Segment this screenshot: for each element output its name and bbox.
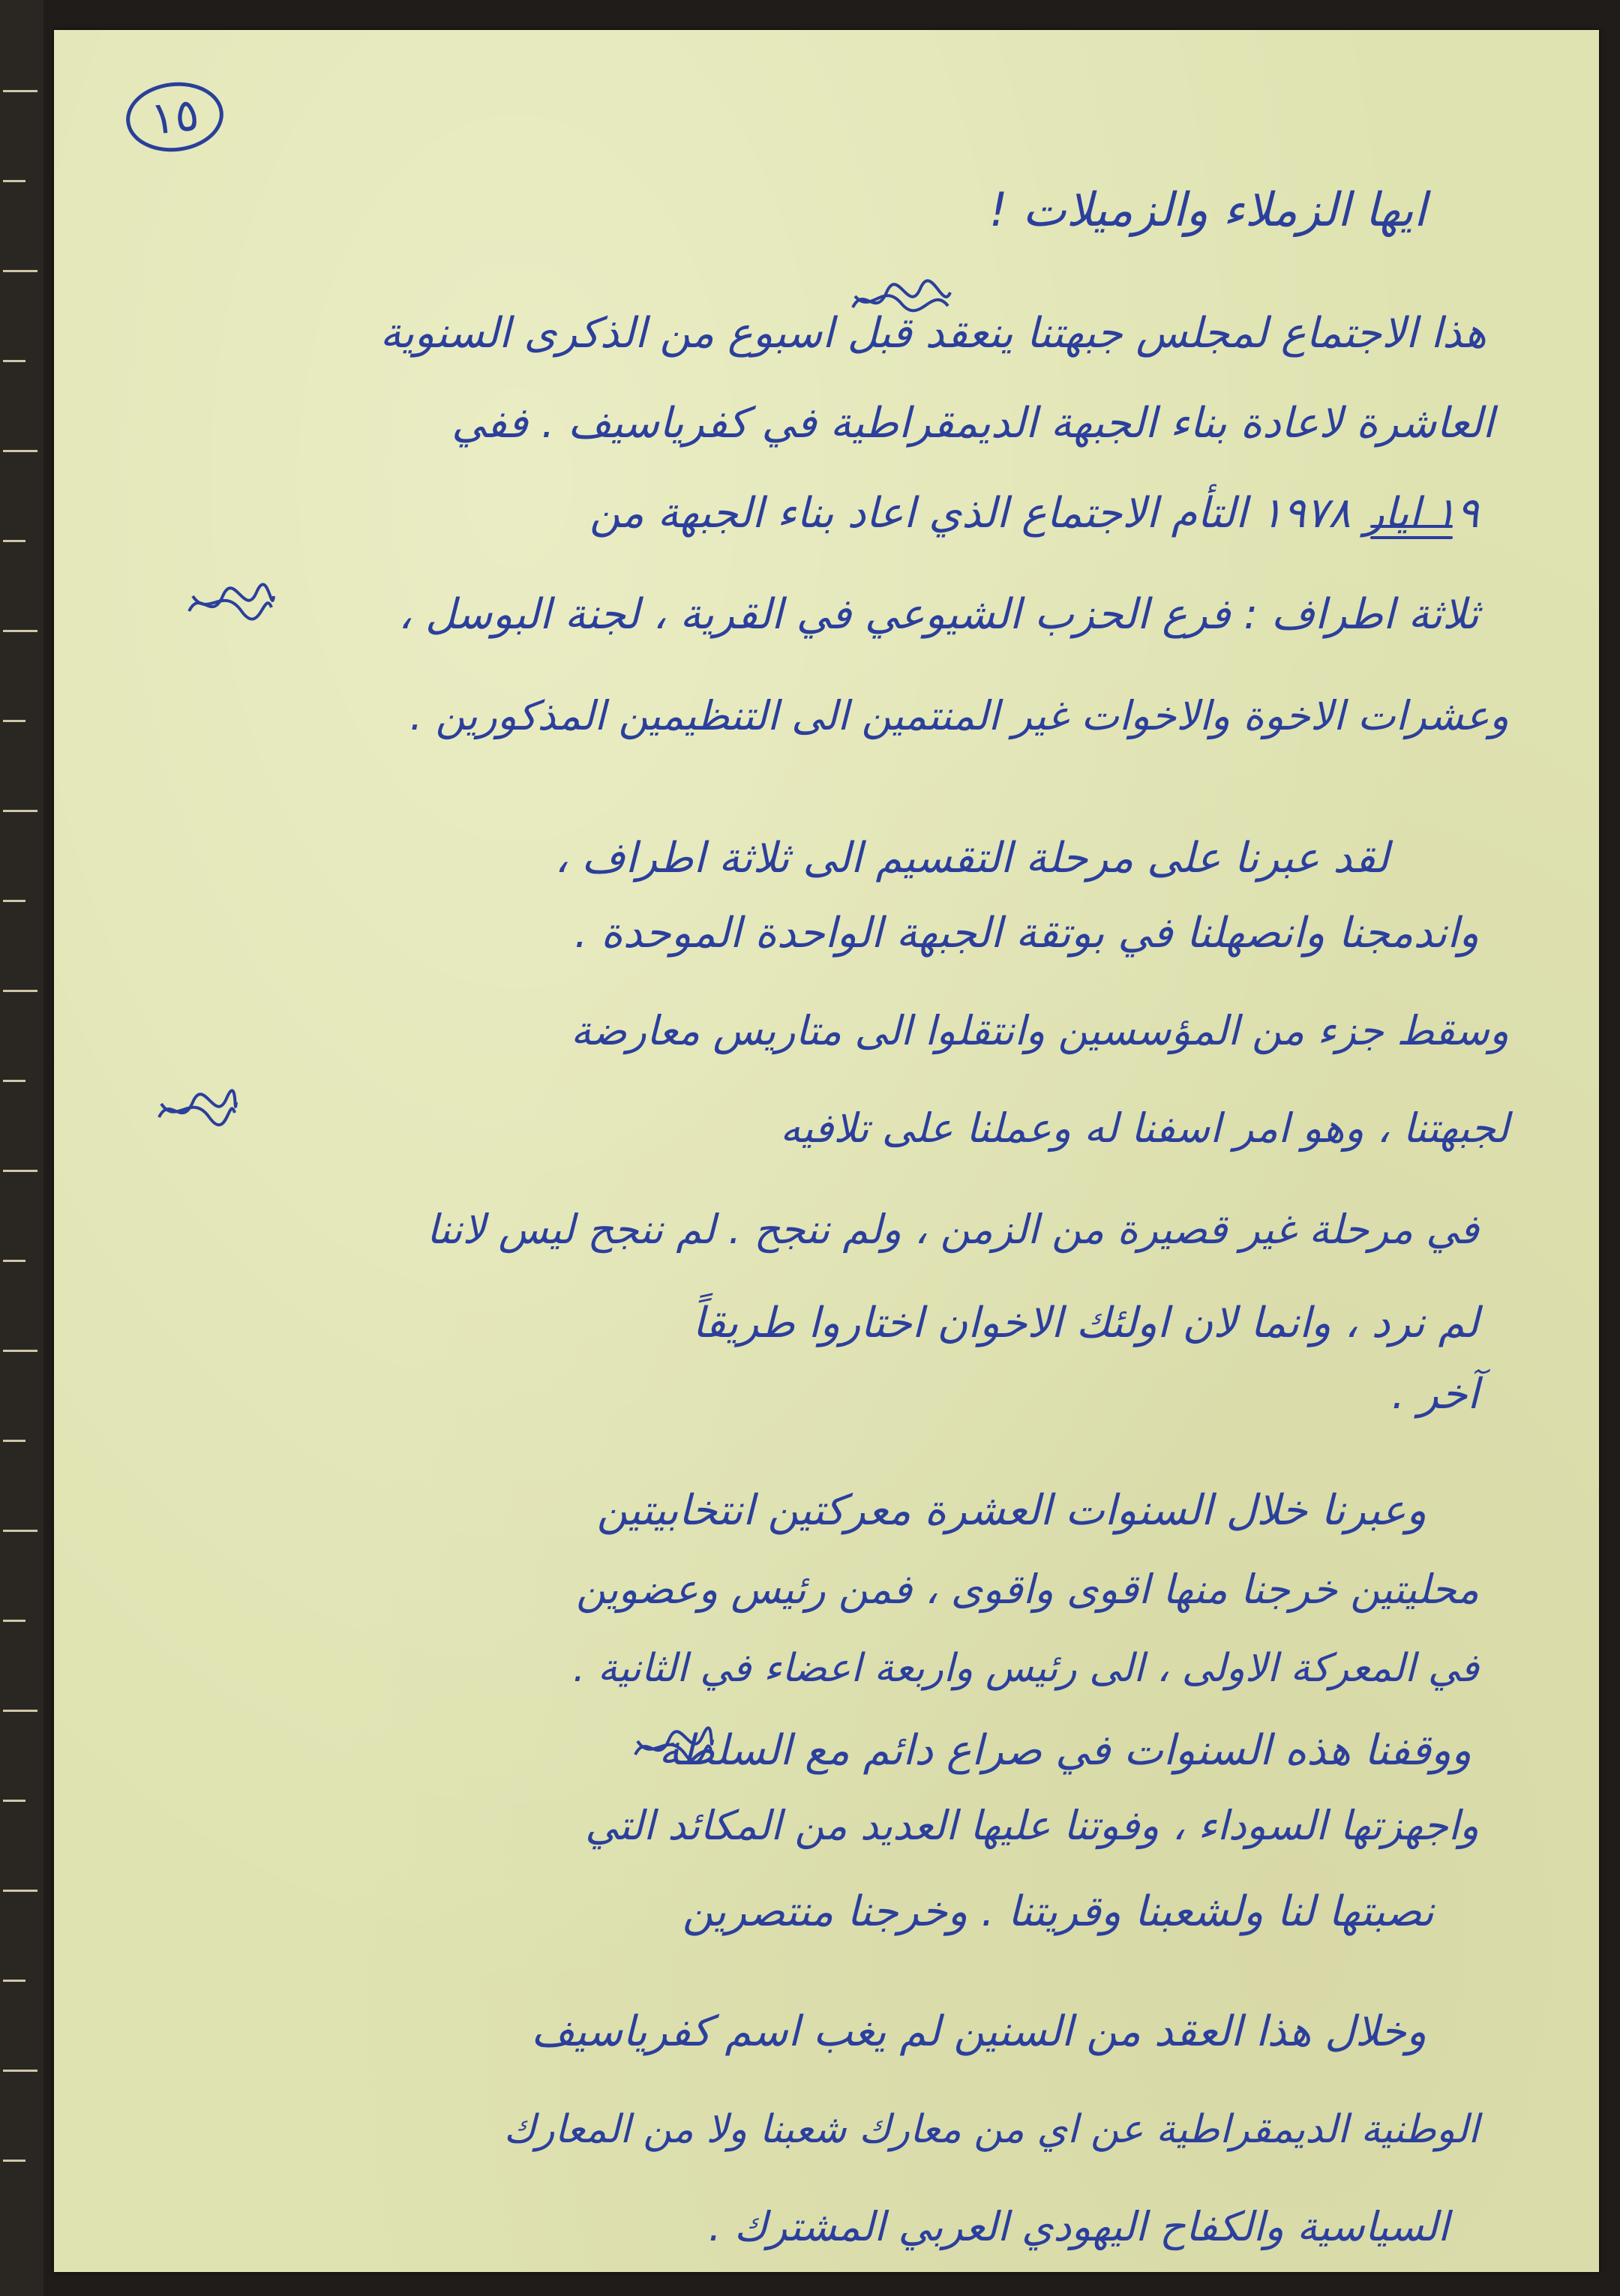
page-number-circle: ١٥ (123, 77, 227, 156)
crossed-out-word (185, 581, 275, 626)
text-line: وعشرات الاخوة والاخوات غير المنتمين الى التنظيمين المذكورين . (410, 692, 1509, 739)
text-line: وخلال هذا العقد من السنين لم يغب اسم كفرياسيف (531, 2007, 1426, 2056)
text-line: محليتين خرجنا منها اقوى واقوى ، فمن رئيس وعضوين (576, 1566, 1479, 1613)
text-line: السياسية والكفاح اليهودي العربي المشترك . (708, 2203, 1449, 2250)
text-line: هذا الاجتماع لمجلس جبهتنا ينعقد قبل اسبوع من الذكرى السنوية (380, 309, 1486, 358)
text-line: نصبتها لنا ولشعبنا وقريتنا . وخرجنا منتصرين (682, 1887, 1434, 1936)
crossed-out-word (632, 1725, 714, 1770)
crossed-out-word (155, 1087, 238, 1132)
text-line: لجبهتنا ، وهو امر اسفنا له وعملنا على تلافيه (780, 1105, 1509, 1152)
text-line: وعبرنا خلال السنوات العشرة معركتين انتخابيتين (596, 1486, 1426, 1535)
text-line: في المعركة الاولى ، الى رئيس واربعة اعضاء في الثانية . (572, 1646, 1479, 1691)
text-line: واندمجنا وانصهلنا في بوتقة الجبهة الواحدة الموحدة . (574, 909, 1479, 958)
date-underline (1370, 525, 1453, 528)
text-line: ١٩ ايار ١٩٧٨ التأم الاجتماع الذي اعاد بناء الجبهة من (590, 489, 1479, 538)
text-line: الوطنية الديمقراطية عن اي من معارك شعبنا ولا من المعارك (503, 2107, 1479, 2152)
text-line: ثلاثة اطراف : فرع الحزب الشيوعي في القرية ، لجنة البوسل ، (398, 590, 1479, 639)
text-line: العاشرة لاعادة بناء الجبهة الديمقراطية في كفرياسيف . ففي (452, 399, 1494, 448)
text-line: وسقط جزء من المؤسسين وانتقلوا الى متاريس معارضة (571, 1007, 1509, 1054)
crossed-out-word (849, 277, 954, 322)
text-line: لقد عبرنا على مرحلة التقسيم الى ثلاثة اطراف ، (554, 834, 1389, 883)
text-line: واجهزتها السوداء ، وفوتنا عليها العديد من المكائد التي (585, 1802, 1479, 1849)
scanner-ruler (0, 0, 44, 2296)
greeting-line: ايها الزملاء والزميلات ! (988, 182, 1426, 237)
text-line: في مرحلة غير قصيرة من الزمن ، ولم ننجح . لم ننجح ليس لاننا (426, 1206, 1479, 1253)
text-line: لم نرد ، وانما لان اولئك الاخوان اختاروا طريقاً (692, 1299, 1479, 1347)
text-line: آخر . (1391, 1370, 1479, 1419)
date-underline (1370, 536, 1453, 539)
text-line: ووقفنا هذه السنوات في صراع دائم مع السلطة (658, 1726, 1472, 1775)
manuscript-page (54, 30, 1599, 2272)
